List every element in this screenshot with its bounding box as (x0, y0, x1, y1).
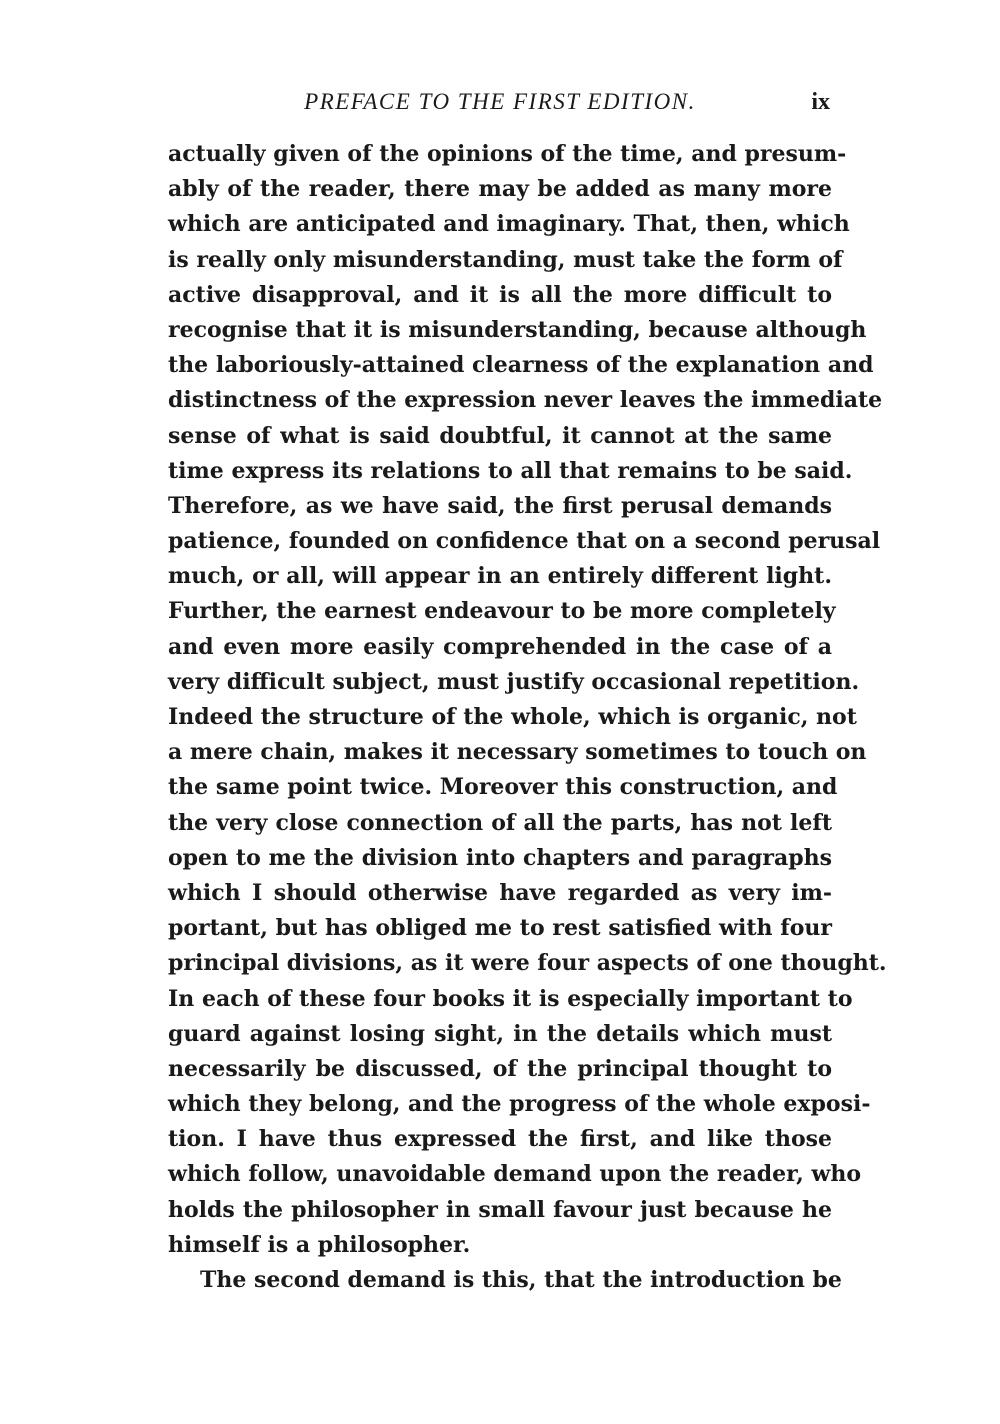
text-line: time express its relations to all that remains to be said. (168, 457, 853, 484)
text-line: which follow, unavoidable demand upon the reader, who (168, 1161, 862, 1188)
text-line: holds the philosopher in small favour just because he (168, 1196, 832, 1223)
page-number: ix (811, 89, 830, 115)
body-text (168, 137, 887, 1298)
text-line: Therefore, as we have said, the first perusal demands (168, 492, 832, 519)
text-line: actually given of the opinions of the time, and presum- (168, 141, 847, 167)
running-head (168, 86, 832, 118)
text-line: and even more easily comprehended in the case of a (168, 633, 832, 660)
text-line: much, or all, will appear in an entirely different light. (168, 563, 832, 590)
text-line: which are anticipated and imaginary. That, then, which (168, 211, 850, 238)
text-line: ably of the reader, there may be added as many more (168, 176, 832, 203)
text-line: a mere chain, makes it necessary sometimes to touch on (168, 739, 867, 766)
text-line: the very close connection of all the parts, has not left (168, 809, 832, 836)
text-line: tion. I have thus expressed the first, and like those (168, 1126, 832, 1153)
text-line: the laboriously-attained clearness of the explanation and (168, 352, 874, 379)
text-line: patience, founded on confidence that on a second perusal (168, 528, 881, 555)
text-line: open to me the division into chapters and paragraphs (168, 844, 832, 871)
paragraph-start-line: The second demand is this, that the introduction be (200, 1267, 842, 1293)
text-line: active disapproval, and it is all the more difficult to (168, 281, 832, 308)
text-line: In each of these four books it is especially important to (168, 985, 853, 1012)
running-title: PREFACE TO THE FIRST EDITION. (304, 89, 696, 114)
text-line: principal divisions, as it were four aspects of one thought. (168, 950, 887, 977)
text-line: the same point twice. Moreover this construction, and (168, 774, 838, 801)
text-line: recognise that it is misunderstanding, because although (168, 316, 867, 343)
text-line: which they belong, and the progress of the whole exposi- (168, 1091, 871, 1118)
text-line: necessarily be discussed, of the principal thought to (168, 1055, 832, 1082)
text-line: sense of what is said doubtful, it cannot at the same (168, 422, 832, 449)
text-line: Further, the earnest endeavour to be more completely (168, 598, 836, 625)
text-line: very difficult subject, must justify occasional repetition. (168, 668, 860, 695)
text-line: Indeed the structure of the whole, which is organic, not (168, 704, 857, 730)
paragraph-end-line: himself is a philosopher. (168, 1231, 471, 1258)
text-line: portant, but has obliged me to rest satisfied with four (168, 915, 832, 942)
text-line: which I should otherwise have regarded as very im- (168, 879, 832, 906)
text-line: distinctness of the expression never leaves the immediate (168, 387, 883, 414)
text-line: is really only misunderstanding, must take the form of (168, 246, 843, 273)
text-line: guard against losing sight, in the details which must (168, 1020, 832, 1047)
